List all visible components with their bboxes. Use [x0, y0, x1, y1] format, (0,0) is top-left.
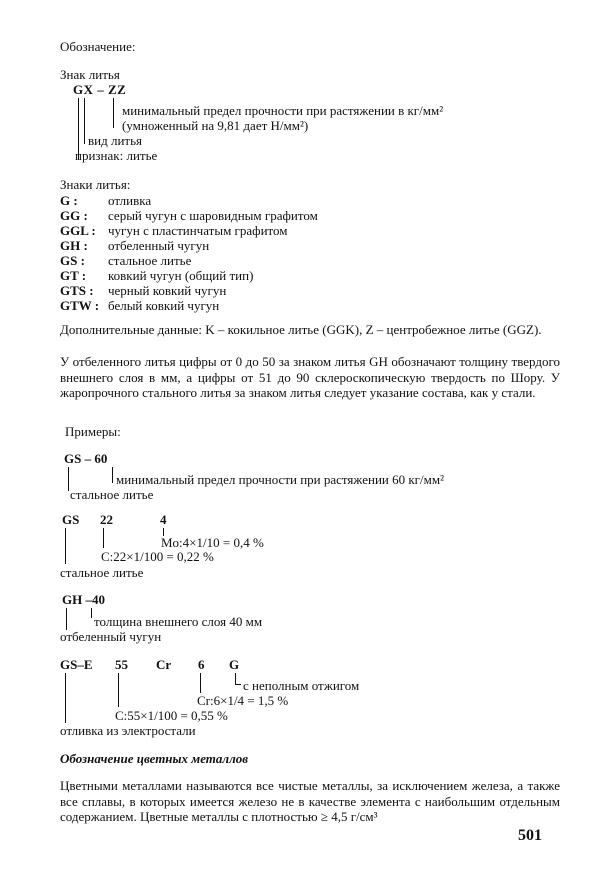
example2-label: стальное литье: [60, 565, 144, 580]
example4-g: с неполным отжигом: [243, 678, 360, 693]
code-row: GT : ковкий чугун (общий тип): [60, 268, 254, 283]
example4-c: C:55×1/100 = 0,55 %: [115, 708, 228, 723]
paragraph-additional: Дополнительные данные: K – кокильное литье (GGK), Z – центробежное литье (GGZ).: [60, 322, 542, 337]
example2-code-1: GS: [62, 512, 80, 527]
example4-cr: Cr:6×1/4 = 1,5 %: [197, 693, 289, 708]
code-row: GTS : черный ковкий чугун: [60, 283, 227, 298]
example2-code-2: 22: [100, 512, 113, 527]
example1-code: GS – 60: [64, 451, 108, 466]
code-row: G : отливка: [60, 193, 152, 208]
example1-label: стальное литье: [70, 487, 154, 502]
example3-code: GH –40: [62, 592, 105, 607]
example4-label: отливка из электростали: [60, 723, 196, 738]
example2-line-1: [65, 528, 66, 564]
example4-code-4: 6: [198, 657, 205, 672]
example2-line-2: [103, 528, 104, 548]
section-title: Обозначение цветных металлов: [60, 751, 249, 766]
example3-line-2: [91, 608, 92, 618]
codes-title: Знаки литья:: [60, 177, 131, 192]
example4-code-3: Cr: [156, 657, 172, 672]
paragraph-hardness: У отбеленного литья цифры от 0 до 50 за знаком литья GH обозначают толщину твердого внешнего слоя в мм, а цифры от 51 до 90 склероскопическую твердость по Шору. У жаропрочного стального литья за знаком литья следует указание состава, как у стали.: [60, 354, 560, 400]
code-row: GS : стальное литье: [60, 253, 192, 268]
scheme-code: GX – ZZ: [73, 82, 127, 97]
example3-desc: толщина внешнего слоя 40 мм: [94, 614, 263, 629]
example3-line-1: [66, 608, 67, 630]
scheme-kind: вид литья: [88, 133, 142, 148]
example4-hook: [235, 684, 241, 685]
scheme-title: Знак литья: [60, 67, 120, 82]
heading: Обозначение:: [60, 39, 136, 54]
example4-code-1: GS–E: [60, 657, 93, 672]
example2-c: C:22×1/100 = 0,22 %: [101, 549, 214, 564]
code-row: GG : серый чугун с шаровидным графитом: [60, 208, 318, 223]
example2-mo: Mo:4×1/10 = 0,4 %: [161, 535, 264, 550]
scheme-line-2: [84, 98, 85, 144]
example4-line-4: [235, 673, 236, 684]
example1-line-1: [68, 467, 69, 491]
paragraph-nonferrous: Цветными металлами называются все чистые металлы, за исключением железа, а также все сплавы, в которых имеется железо не в качестве элемента с наибольшим отдельным содержанием. Цветные металлы с плотностью ≥ 4,5 г/см³: [60, 778, 560, 824]
example1-desc: минимальный предел прочности при растяжении 60 кг/мм²: [116, 472, 444, 487]
example2-code-3: 4: [160, 512, 167, 527]
example4-code-2: 55: [115, 657, 128, 672]
code-row: GGL : чугун с пластинчатым графитом: [60, 223, 288, 238]
example4-line-3: [200, 673, 201, 693]
scheme-desc-1: минимальный предел прочности при растяжении в кг/мм²: [122, 103, 444, 118]
example4-line-1: [65, 673, 66, 723]
code-row: GH : отбеленный чугун: [60, 238, 210, 253]
example4-line-2: [118, 673, 119, 707]
page-number: 501: [518, 827, 542, 844]
scheme-sign: признак: литье: [75, 148, 158, 163]
example4-code-5: G: [229, 657, 240, 672]
scheme-line-3: [113, 98, 114, 128]
example1-line-2: [112, 467, 113, 483]
scheme-desc-2: (умноженный на 9,81 дает Н/мм²): [122, 118, 309, 133]
example3-label: отбеленный чугун: [60, 629, 162, 644]
code-row: GTW : белый ковкий чугун: [60, 298, 220, 313]
examples-title: Примеры:: [65, 424, 121, 439]
